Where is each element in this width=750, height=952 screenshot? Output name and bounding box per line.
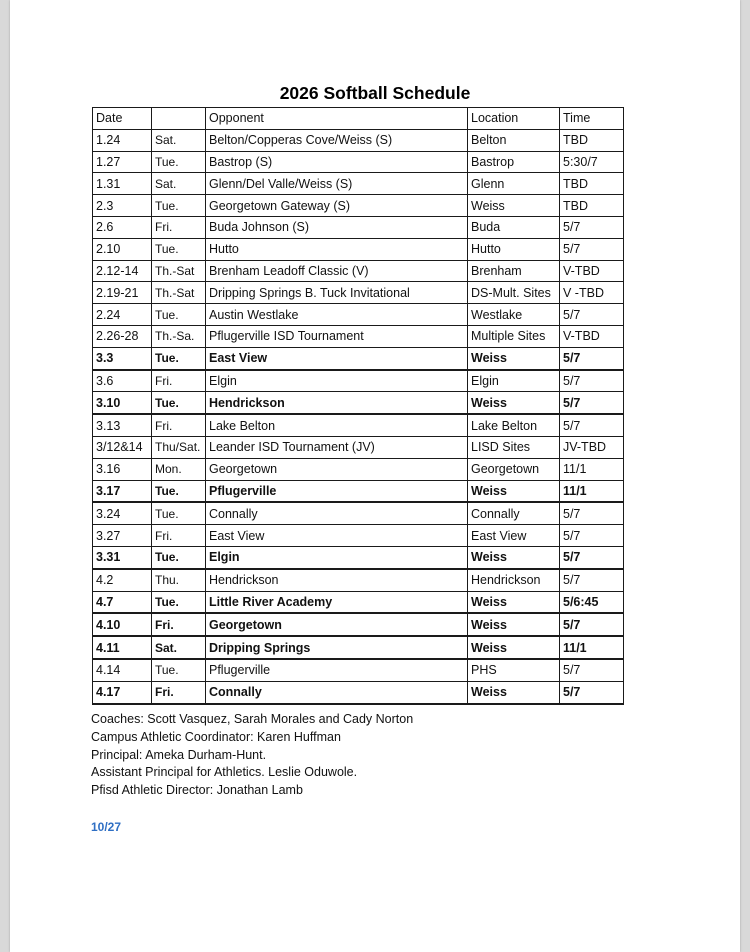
table-row [93, 546, 624, 568]
cell-day: Sat. [152, 129, 206, 151]
cell-date: 3.24 [93, 502, 152, 524]
cell-day: Thu/Sat. [152, 436, 206, 458]
cell-opponent: Elgin [206, 546, 468, 568]
cell-date: 4.2 [93, 569, 152, 591]
cell-date: 2.10 [93, 238, 152, 260]
cell-day: Fri. [152, 414, 206, 436]
cell-time: 5/7 [560, 659, 624, 681]
cell-day: Sat. [152, 636, 206, 659]
cell-day: Tue. [152, 238, 206, 260]
cell-day: Th.-Sat [152, 282, 206, 304]
table-row [93, 436, 624, 458]
cell-time: TBD [560, 129, 624, 151]
header-location: Location [468, 108, 560, 130]
note-campus-coordinator: Campus Athletic Coordinator: Karen Huffman [91, 729, 341, 744]
cell-location: Weiss [468, 195, 560, 217]
cell-day: Tue. [152, 195, 206, 217]
cell-date: 2.26-28 [93, 325, 152, 347]
table-row [93, 458, 624, 480]
header-time: Time [560, 108, 624, 130]
cell-time: V-TBD [560, 325, 624, 347]
cell-date: 1.31 [93, 173, 152, 195]
cell-time: 5/7 [560, 216, 624, 238]
document-page [10, 0, 740, 952]
cell-time: 5/7 [560, 347, 624, 369]
table-row [93, 216, 624, 238]
cell-time: 5/7 [560, 613, 624, 636]
note-athletic-director: Pfisd Athletic Director: Jonathan Lamb [91, 783, 303, 798]
cell-opponent: Dripping Springs [206, 636, 468, 659]
cell-opponent: Belton/Copperas Cove/Weiss (S) [206, 129, 468, 151]
cell-day: Tue. [152, 392, 206, 414]
cell-date: 2.3 [93, 195, 152, 217]
cell-time: 5/7 [560, 392, 624, 414]
cell-date: 4.14 [93, 659, 152, 681]
cell-day: Fri. [152, 525, 206, 547]
cell-location: Weiss [468, 546, 560, 568]
cell-opponent: Connally [206, 502, 468, 524]
table-row [93, 591, 624, 613]
table-row [93, 347, 624, 369]
cell-opponent: Buda Johnson (S) [206, 216, 468, 238]
cell-time: 5/6:45 [560, 591, 624, 613]
cell-location: LISD Sites [468, 436, 560, 458]
cell-day: Thu. [152, 569, 206, 591]
cell-time: 11/1 [560, 636, 624, 659]
cell-location: Hutto [468, 238, 560, 260]
schedule-table [92, 107, 624, 705]
cell-time: JV-TBD [560, 436, 624, 458]
cell-day: Tue. [152, 480, 206, 502]
cell-location: Weiss [468, 636, 560, 659]
note-assistant-principal: Assistant Principal for Athletics. Leslie Oduwole. [91, 765, 358, 780]
cell-opponent: East View [206, 347, 468, 369]
cell-time: 11/1 [560, 458, 624, 480]
cell-date: 4.11 [93, 636, 152, 659]
cell-date: 1.27 [93, 151, 152, 173]
table-row [93, 659, 624, 681]
cell-date: 4.10 [93, 613, 152, 636]
cell-date: 2.12-14 [93, 260, 152, 282]
cell-opponent: Leander ISD Tournament (JV) [206, 436, 468, 458]
table-row [93, 238, 624, 260]
table-row [93, 613, 624, 636]
table-row [93, 195, 624, 217]
cell-date: 2.6 [93, 216, 152, 238]
cell-date: 4.7 [93, 591, 152, 613]
cell-location: Hendrickson [468, 569, 560, 591]
cell-opponent: Georgetown [206, 458, 468, 480]
cell-location: Weiss [468, 480, 560, 502]
cell-location: Connally [468, 502, 560, 524]
cell-opponent: Lake Belton [206, 414, 468, 436]
revision-date: 10/27 [91, 820, 122, 834]
cell-day: Th.-Sat [152, 260, 206, 282]
cell-time: 11/1 [560, 480, 624, 502]
table-row [93, 129, 624, 151]
cell-opponent: Brenham Leadoff Classic (V) [206, 260, 468, 282]
header-date: Date [93, 108, 152, 130]
cell-day: Th.-Sa. [152, 325, 206, 347]
cell-time: V -TBD [560, 282, 624, 304]
cell-time: V-TBD [560, 260, 624, 282]
cell-opponent: Georgetown [206, 613, 468, 636]
cell-opponent: Connally [206, 681, 468, 703]
cell-time: 5/7 [560, 304, 624, 326]
cell-time: 5/7 [560, 238, 624, 260]
cell-opponent: Hutto [206, 238, 468, 260]
cell-location: Elgin [468, 370, 560, 392]
cell-time: 5/7 [560, 546, 624, 568]
cell-location: Weiss [468, 591, 560, 613]
cell-date: 2.19-21 [93, 282, 152, 304]
cell-date: 3.27 [93, 525, 152, 547]
cell-time: 5:30/7 [560, 151, 624, 173]
table-row [93, 151, 624, 173]
cell-day: Tue. [152, 502, 206, 524]
staff-notes [91, 711, 413, 800]
cell-opponent: East View [206, 525, 468, 547]
table-row [93, 282, 624, 304]
cell-location: Georgetown [468, 458, 560, 480]
cell-date: 1.24 [93, 129, 152, 151]
cell-time: 5/7 [560, 569, 624, 591]
cell-location: Lake Belton [468, 414, 560, 436]
cell-date: 3/12&14 [93, 436, 152, 458]
cell-location: DS-Mult. Sites [468, 282, 560, 304]
page-title: 2026 Softball Schedule [279, 83, 471, 103]
header-day [152, 108, 206, 130]
cell-opponent: Pflugerville ISD Tournament [206, 325, 468, 347]
cell-opponent: Bastrop (S) [206, 151, 468, 173]
table-row [93, 392, 624, 414]
table-row [93, 414, 624, 436]
cell-opponent: Dripping Springs B. Tuck Invitational [206, 282, 468, 304]
cell-date: 3.13 [93, 414, 152, 436]
cell-day: Tue. [152, 546, 206, 568]
cell-day: Tue. [152, 304, 206, 326]
cell-day: Mon. [152, 458, 206, 480]
cell-date: 3.31 [93, 546, 152, 568]
cell-opponent: Pflugerville [206, 659, 468, 681]
cell-location: Multiple Sites [468, 325, 560, 347]
cell-day: Sat. [152, 173, 206, 195]
cell-date: 3.10 [93, 392, 152, 414]
note-coaches: Coaches: Scott Vasquez, Sarah Morales and Cady Norton [91, 712, 414, 726]
cell-day: Tue. [152, 151, 206, 173]
table-row [93, 502, 624, 524]
cell-day: Fri. [152, 370, 206, 392]
cell-time: 5/7 [560, 502, 624, 524]
cell-day: Fri. [152, 681, 206, 703]
cell-location: Weiss [468, 347, 560, 369]
cell-location: Westlake [468, 304, 560, 326]
cell-location: Weiss [468, 681, 560, 703]
cell-day: Tue. [152, 591, 206, 613]
cell-date: 4.17 [93, 681, 152, 703]
cell-day: Fri. [152, 216, 206, 238]
cell-date: 3.6 [93, 370, 152, 392]
table-row [93, 636, 624, 659]
cell-opponent: Austin Westlake [206, 304, 468, 326]
cell-opponent: Glenn/Del Valle/Weiss (S) [206, 173, 468, 195]
cell-date: 2.24 [93, 304, 152, 326]
cell-time: 5/7 [560, 681, 624, 703]
cell-location: Weiss [468, 392, 560, 414]
cell-opponent: Pflugerville [206, 480, 468, 502]
table-row [93, 304, 624, 326]
table-row [93, 325, 624, 347]
cell-day: Tue. [152, 347, 206, 369]
cell-date: 3.17 [93, 480, 152, 502]
cell-location: Weiss [468, 613, 560, 636]
cell-opponent: Little River Academy [206, 591, 468, 613]
table-row [93, 525, 624, 547]
note-principal: Principal: Ameka Durham-Hunt. [91, 747, 267, 762]
cell-location: Buda [468, 216, 560, 238]
cell-time: TBD [560, 173, 624, 195]
cell-location: PHS [468, 659, 560, 681]
cell-opponent: Hendrickson [206, 392, 468, 414]
table-row [93, 370, 624, 392]
cell-opponent: Hendrickson [206, 569, 468, 591]
cell-time: 5/7 [560, 525, 624, 547]
table-row [93, 681, 624, 703]
cell-location: East View [468, 525, 560, 547]
cell-opponent: Georgetown Gateway (S) [206, 195, 468, 217]
table-row [93, 480, 624, 502]
cell-location: Bastrop [468, 151, 560, 173]
table-row [93, 173, 624, 195]
table-row [93, 569, 624, 591]
table-row [93, 260, 624, 282]
cell-location: Brenham [468, 260, 560, 282]
cell-time: TBD [560, 195, 624, 217]
cell-time: 5/7 [560, 414, 624, 436]
cell-time: 5/7 [560, 370, 624, 392]
cell-location: Glenn [468, 173, 560, 195]
cell-date: 3.3 [93, 347, 152, 369]
cell-day: Fri. [152, 613, 206, 636]
cell-opponent: Elgin [206, 370, 468, 392]
cell-location: Belton [468, 129, 560, 151]
cell-day: Tue. [152, 659, 206, 681]
table-header-row [93, 108, 624, 130]
header-opponent: Opponent [206, 108, 468, 130]
cell-date: 3.16 [93, 458, 152, 480]
